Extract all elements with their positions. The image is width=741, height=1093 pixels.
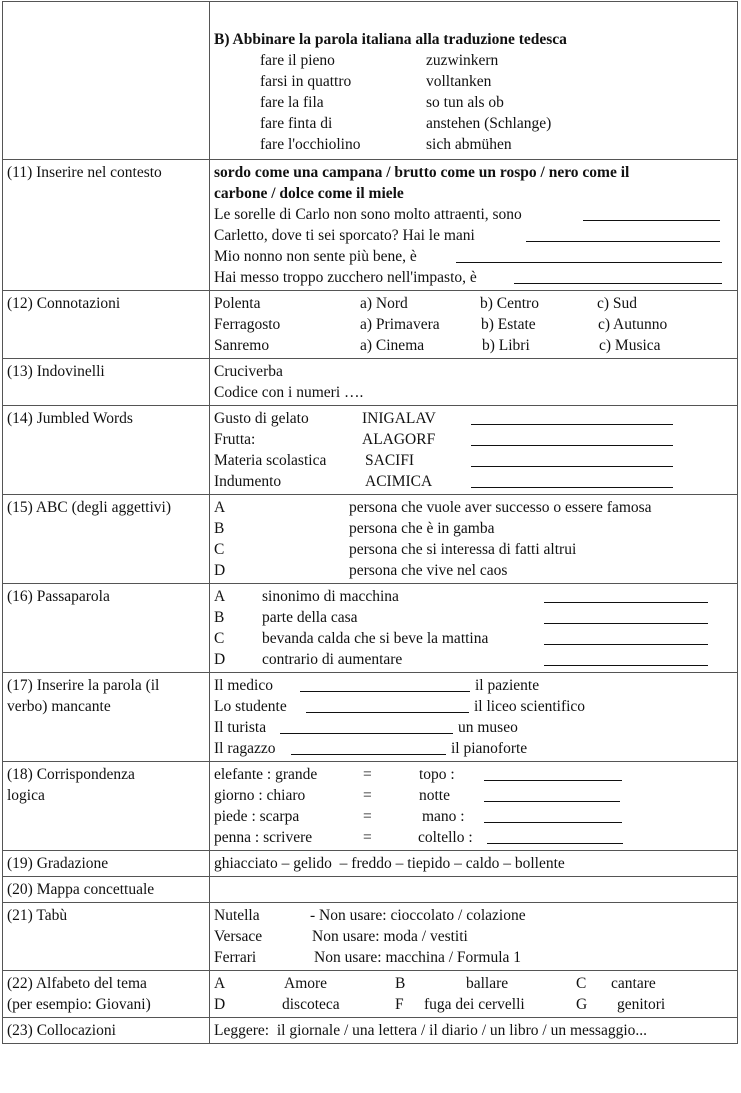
taboo-row (214, 947, 733, 968)
forbidden-words: Non usare: moda / vestiti (312, 928, 468, 945)
taboo-word: Ferrari (214, 949, 257, 966)
row-17-content (210, 673, 738, 762)
subject: Il ragazzo (214, 740, 276, 757)
row-13-label: (13) Indovinelli (3, 359, 210, 406)
theme-word: cantare (611, 975, 656, 992)
answer-blank[interactable] (280, 733, 453, 734)
category: Gusto di gelato (214, 410, 309, 427)
row-21 (3, 903, 738, 971)
object: il paziente (475, 677, 540, 694)
sentence-text: Hai messo troppo zucchero nell'impasto, è (214, 269, 477, 286)
forbidden-words: - Non usare: cioccolato / colazione (310, 907, 526, 924)
word: Ferragosto (214, 316, 281, 333)
row-23-content: Leggere: il giornale / una lettera / il diario / un libro / un messaggio... (210, 1018, 738, 1044)
row-20 (3, 877, 738, 903)
letter: A (214, 588, 226, 605)
row-21-label: (21) Tabù (3, 903, 210, 971)
clue: sinonimo di macchina (262, 588, 399, 605)
letter: B (395, 975, 406, 992)
definition: persona che si interessa di fatti altrui (349, 541, 577, 558)
answer-blank[interactable] (544, 602, 708, 603)
word: Polenta (214, 295, 261, 312)
row-18-label (3, 762, 210, 851)
analogy-row (214, 764, 733, 785)
taboo-word: Versace (214, 928, 263, 945)
answer-blank[interactable] (514, 283, 722, 284)
sentence-line (214, 204, 733, 225)
row-19-label: (19) Gradazione (3, 851, 210, 877)
answer-blank[interactable] (544, 665, 708, 666)
jumbled-row (214, 471, 733, 492)
passaparola-row (214, 586, 733, 607)
sentence-line (214, 267, 733, 288)
option-c: c) Sud (597, 295, 638, 312)
row-23-label: (23) Collocazioni (3, 1018, 210, 1044)
answer-blank[interactable] (484, 780, 622, 781)
answer-blank[interactable] (471, 424, 673, 425)
row-b-label-cell (3, 2, 210, 160)
equals-sign: = (363, 766, 372, 783)
clue: bevanda calda che si beve la mattina (262, 630, 489, 647)
answer-blank[interactable] (526, 241, 720, 242)
answer-blank[interactable] (306, 712, 469, 713)
answer-blank[interactable] (484, 801, 620, 802)
label-line: logica (7, 787, 45, 804)
subject: Il medico (214, 677, 273, 694)
label-line: (18) Corrispondenza (7, 766, 135, 783)
pair-b: topo : (419, 766, 455, 783)
row-b (3, 2, 738, 160)
row-20-content (210, 877, 738, 903)
letter: C (214, 541, 225, 558)
pair-row (214, 50, 733, 71)
letter: D (214, 996, 226, 1013)
definition: persona che vuole aver successo o essere famosa (349, 499, 652, 516)
theme-word: fuga dei cervelli (424, 996, 525, 1013)
row-14-label: (14) Jumbled Words (3, 406, 210, 495)
pair-row (214, 113, 733, 134)
option-a: a) Cinema (360, 337, 425, 354)
italian-phrase: fare la fila (260, 94, 324, 111)
object: un museo (458, 719, 518, 736)
forbidden-words: Non usare: macchina / Formula 1 (314, 949, 522, 966)
answer-blank[interactable] (487, 843, 623, 844)
pair-row (214, 134, 733, 155)
row-22-content (210, 971, 738, 1018)
equals-sign: = (363, 808, 372, 825)
german-translation: sich abmühen (426, 136, 512, 153)
verb-row (214, 696, 733, 717)
row-23 (3, 1018, 738, 1044)
pair-b: notte (419, 787, 450, 804)
row-14 (3, 406, 738, 495)
sentence-text: Carletto, dove ti sei sporcato? Hai le mani (214, 227, 475, 244)
german-translation: volltanken (426, 73, 492, 90)
pair-b: coltello : (418, 829, 473, 846)
row-16 (3, 584, 738, 673)
pair-row (214, 92, 733, 113)
italian-phrase: farsi in quattro (260, 73, 352, 90)
row-15-content (210, 495, 738, 584)
category: Frutta: (214, 431, 256, 448)
row-17-label (3, 673, 210, 762)
alphabet-row (214, 994, 733, 1015)
option-b: b) Libri (482, 337, 530, 354)
row-15 (3, 495, 738, 584)
sentence-line (214, 246, 733, 267)
pair-b: mano : (422, 808, 465, 825)
german-translation: zuzwinkern (426, 52, 499, 69)
row-16-label: (16) Passaparola (3, 584, 210, 673)
passaparola-row (214, 607, 733, 628)
row-11 (3, 160, 738, 291)
row-16-content (210, 584, 738, 673)
connotation-row (214, 314, 733, 335)
letter: A (214, 975, 226, 992)
answer-blank[interactable] (484, 822, 622, 823)
letter: C (576, 975, 587, 992)
subject: Lo studente (214, 698, 287, 715)
row-12-content (210, 291, 738, 359)
theme-word: Amore (284, 975, 328, 992)
taboo-row (214, 905, 733, 926)
row-18 (3, 762, 738, 851)
letter: A (214, 499, 226, 516)
passaparola-row (214, 628, 733, 649)
row-18-content (210, 762, 738, 851)
object: il pianoforte (451, 740, 528, 757)
letter: G (576, 996, 588, 1013)
answer-blank[interactable] (300, 691, 470, 692)
answer-blank[interactable] (471, 445, 673, 446)
sentence-text: Mio nonno non sente più bene, è (214, 248, 417, 265)
answer-blank[interactable] (291, 754, 446, 755)
letter: B (214, 520, 225, 537)
theme-word: discoteca (282, 996, 340, 1013)
letter: F (395, 996, 404, 1013)
option-c: c) Musica (599, 337, 661, 354)
pair-a: giorno : chiaro (214, 787, 306, 804)
option-b: b) Centro (480, 295, 539, 312)
row-12-label: (12) Connotazioni (3, 291, 210, 359)
row-22-label (3, 971, 210, 1018)
equals-sign: = (363, 787, 372, 804)
jumbled-word: ALAGORF (362, 431, 436, 448)
connotation-row (214, 293, 733, 314)
pair-a: elefante : grande (214, 766, 318, 783)
verb-row (214, 717, 733, 738)
label-line: (17) Inserire la parola (il (7, 677, 160, 694)
italian-phrase: fare finta di (260, 115, 333, 132)
clue: parte della casa (262, 609, 358, 626)
analogy-row (214, 806, 733, 827)
jumbled-word: SACIFI (365, 452, 415, 469)
object: il liceo scientifico (474, 698, 586, 715)
theme-word: ballare (466, 975, 509, 992)
letter: D (214, 651, 226, 668)
equals-sign: = (363, 829, 372, 846)
answer-blank[interactable] (471, 466, 673, 467)
option-c: c) Autunno (598, 316, 668, 333)
german-translation: anstehen (Schlange) (426, 115, 552, 132)
row-11-label: (11) Inserire nel contesto (3, 160, 210, 291)
row-19 (3, 851, 738, 877)
jumbled-row (214, 450, 733, 471)
row-11-content (210, 160, 738, 291)
option-a: a) Nord (360, 295, 408, 312)
definition: persona che è in gamba (349, 520, 495, 537)
italian-phrase: fare il pieno (260, 52, 335, 69)
row-19-content: ghiacciato – gelido – freddo – tiepido – caldo – bollente (210, 851, 738, 877)
category: Materia scolastica (214, 452, 327, 469)
row-15-label: (15) ABC (degli aggettivi) (3, 495, 210, 584)
answer-blank[interactable] (544, 644, 708, 645)
options-line: carbone / dolce come il miele (214, 185, 404, 202)
abc-row (214, 497, 733, 518)
label-line: (per esempio: Giovani) (7, 996, 151, 1013)
definition: persona che vive nel caos (349, 562, 508, 579)
row-b-title: B) Abbinare la parola italiana alla traduzione tedesca (214, 31, 567, 48)
exercise-table (2, 1, 738, 1044)
sentence-line (214, 225, 733, 246)
label-line: (22) Alfabeto del tema (7, 975, 147, 992)
letter: B (214, 609, 225, 626)
verb-row (214, 675, 733, 696)
row-12 (3, 291, 738, 359)
abc-row (214, 539, 733, 560)
jumbled-word: ACIMICA (365, 473, 433, 490)
word: Sanremo (214, 337, 270, 354)
letter: C (214, 630, 225, 647)
german-translation: so tun als ob (426, 94, 504, 111)
row-b-content (210, 2, 738, 160)
jumbled-row (214, 429, 733, 450)
passaparola-row (214, 649, 733, 670)
row-13-content (210, 359, 738, 406)
theme-word: genitori (617, 996, 666, 1013)
jumbled-word: INIGALAV (362, 410, 436, 427)
option-a: a) Primavera (360, 316, 440, 333)
abc-row (214, 560, 733, 581)
row-14-content (210, 406, 738, 495)
subject: Il turista (214, 719, 267, 736)
options-line: sordo come una campana / brutto come un rospo / nero come il (214, 164, 630, 181)
pair-a: piede : scarpa (214, 808, 300, 825)
letter: D (214, 562, 226, 579)
taboo-row (214, 926, 733, 947)
row-20-label: (20) Mappa concettuale (3, 877, 210, 903)
pair-row (214, 71, 733, 92)
analogy-row (214, 785, 733, 806)
category: Indumento (214, 473, 282, 490)
jumbled-row (214, 408, 733, 429)
riddle-line: Cruciverba (214, 363, 283, 380)
option-b: b) Estate (481, 316, 536, 333)
connotation-row (214, 335, 733, 356)
row-17 (3, 673, 738, 762)
answer-blank[interactable] (471, 487, 673, 488)
italian-phrase: fare l'occhiolino (260, 136, 361, 153)
row-22 (3, 971, 738, 1018)
answer-blank[interactable] (544, 623, 708, 624)
clue: contrario di aumentare (262, 651, 403, 668)
taboo-word: Nutella (214, 907, 260, 924)
pair-a: penna : scrivere (214, 829, 313, 846)
label-line: verbo) mancante (7, 698, 111, 715)
verb-row (214, 738, 733, 759)
answer-blank[interactable] (456, 262, 722, 263)
alphabet-row (214, 973, 733, 994)
analogy-row (214, 827, 733, 848)
riddle-line: Codice con i numeri …. (214, 384, 364, 401)
abc-row (214, 518, 733, 539)
sentence-text: Le sorelle di Carlo non sono molto attraenti, sono (214, 206, 522, 223)
row-13 (3, 359, 738, 406)
row-21-content (210, 903, 738, 971)
answer-blank[interactable] (583, 220, 720, 221)
